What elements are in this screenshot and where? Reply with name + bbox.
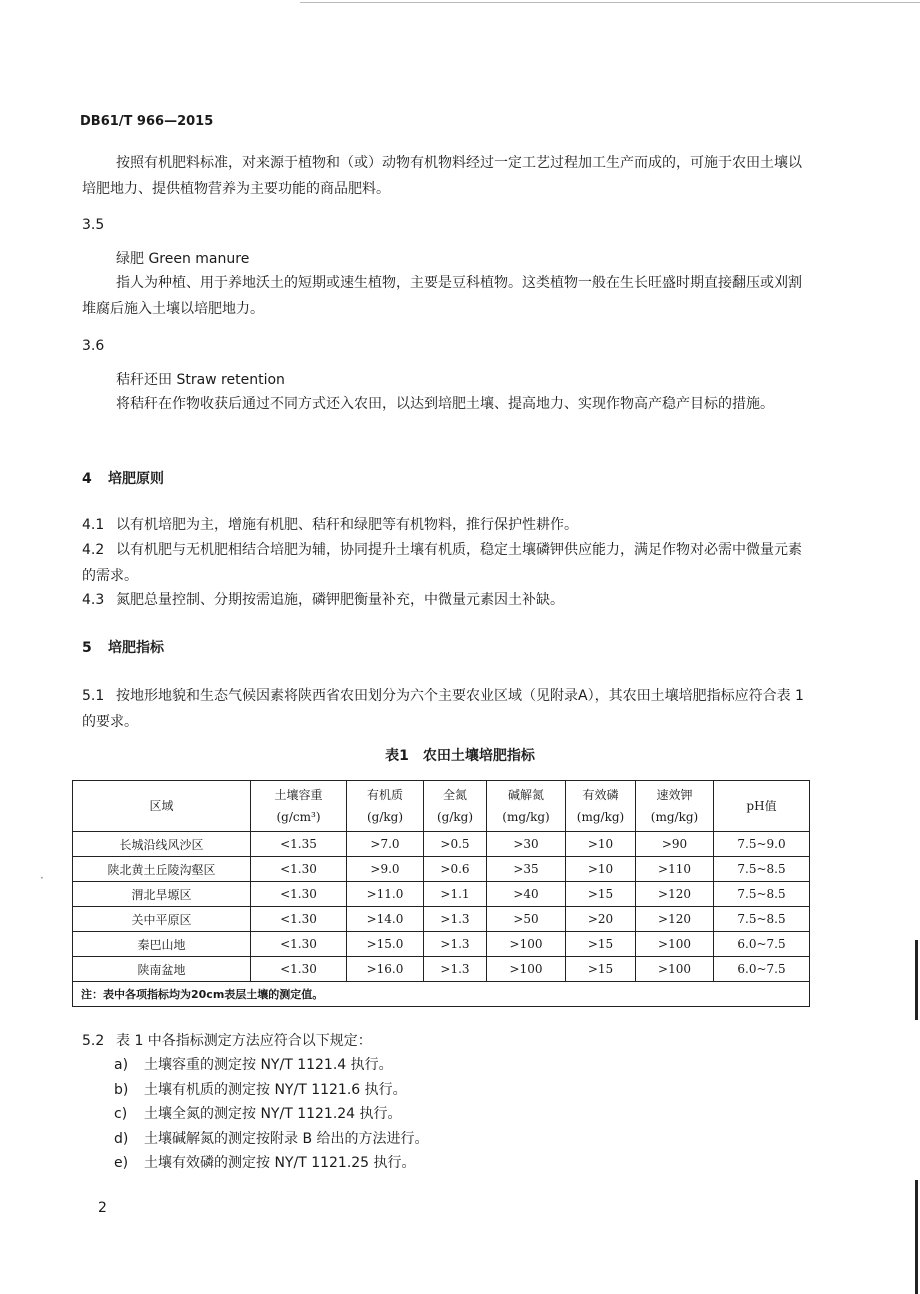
soil-fertility-table xyxy=(72,780,810,1007)
list-item-text: 土壤有机质的测定按 NY/T 1121.6 执行。 xyxy=(144,1082,407,1098)
table-cell: >35 xyxy=(487,857,566,882)
table-cell: >16.0 xyxy=(347,957,424,982)
clause-4-3-number: 4.3 xyxy=(82,592,105,608)
table-cell: >120 xyxy=(636,882,714,907)
list-item-label: d) xyxy=(114,1131,129,1147)
scan-top-rule xyxy=(300,2,920,3)
clause-5-1-number: 5.1 xyxy=(82,688,105,704)
section-4-title: 培肥原则 xyxy=(108,471,164,487)
table-cell: >1.3 xyxy=(424,957,487,982)
scan-edge-mark xyxy=(915,940,918,1020)
table-cell: >0.6 xyxy=(424,857,487,882)
section-3-6-number: 3.6 xyxy=(82,338,105,354)
definition-green-manure: 指人为种植、用于养地沃土的短期或速生植物，主要是豆科植物。这类植物一般在生长旺盛时期直接翻压或刈割堆腐后施入土壤以培肥地力。 xyxy=(82,275,802,317)
table-note-row xyxy=(73,982,810,1007)
table-cell: >100 xyxy=(487,932,566,957)
clause-4-2-text: 以有机肥与无机肥相结合培肥为辅，协同提升土壤有机质，稳定土壤磷钾供应能力，满足作物对必需中微量元素的需求。 xyxy=(82,542,802,584)
table-cell: >9.0 xyxy=(347,857,424,882)
table-cell: >15 xyxy=(566,882,636,907)
region-cell: 秦巴山地 xyxy=(73,932,251,957)
table-cell: <1.30 xyxy=(251,907,347,932)
table-cell: >0.5 xyxy=(424,832,487,857)
region-cell: 长城沿线风沙区 xyxy=(73,832,251,857)
table-cell: >10 xyxy=(566,832,636,857)
clause-4-1 xyxy=(82,515,578,535)
header-total-nitrogen xyxy=(424,781,487,832)
table-cell: >100 xyxy=(636,957,714,982)
list-item xyxy=(114,1153,416,1173)
table-cell: >50 xyxy=(487,907,566,932)
table-header-row xyxy=(73,781,810,832)
table-cell: >1.3 xyxy=(424,932,487,957)
list-item-label: a) xyxy=(114,1057,129,1073)
clause-4-1-number: 4.1 xyxy=(82,517,105,533)
clause-5-1 xyxy=(82,683,812,735)
table-cell: 7.5~8.5 xyxy=(714,882,810,907)
intro-paragraph: 按照有机肥料标准，对来源于植物和（或）动物有机物料经过一定工艺过程加工生产而成的，可施于农田土壤以培肥地力、提供植物营养为主要功能的商品肥料。 xyxy=(82,155,802,197)
list-item xyxy=(114,1055,393,1075)
table-cell: >30 xyxy=(487,832,566,857)
header-ap-label: 有效磷 xyxy=(582,788,619,802)
table-cell: 6.0~7.5 xyxy=(714,932,810,957)
header-ph: pH值 xyxy=(714,781,810,832)
table-cell: >14.0 xyxy=(347,907,424,932)
header-alkali-nitrogen xyxy=(487,781,566,832)
table-cell: >15 xyxy=(566,957,636,982)
region-cell: 渭北旱塬区 xyxy=(73,882,251,907)
table-row xyxy=(73,882,810,907)
list-item-text: 土壤有效磷的测定按 NY/T 1121.25 执行。 xyxy=(144,1155,416,1171)
header-available-phosphorus xyxy=(566,781,636,832)
definition-straw-retention: 将秸秆在作物收获后通过不同方式还入农田，以达到培肥土壤、提高地力、实现作物高产稳产目标的措施。 xyxy=(116,396,774,412)
header-ak-label: 速效钾 xyxy=(656,788,693,802)
table-cell: >100 xyxy=(487,957,566,982)
list-item xyxy=(114,1080,407,1100)
list-item-label: b) xyxy=(114,1082,129,1098)
table-cell: >1.3 xyxy=(424,907,487,932)
clause-4-1-text: 以有机培肥为主，增施有机肥、秸秆和绿肥等有机物料，推行保护性耕作。 xyxy=(116,517,578,533)
header-an-unit: (mg/kg) xyxy=(502,810,550,824)
clause-4-2-number: 4.2 xyxy=(82,542,105,558)
table-cell: <1.35 xyxy=(251,832,347,857)
header-an-label: 碱解氮 xyxy=(507,788,544,802)
section-4-heading xyxy=(82,469,164,489)
region-cell: 关中平原区 xyxy=(73,907,251,932)
header-om-unit: (g/kg) xyxy=(366,810,404,824)
header-available-potassium xyxy=(636,781,714,832)
clause-5-1-text: 按地形地貌和生态气候因素将陕西省农田划分为六个主要农业区域（见附录A），其农田土壤培肥指标应符合表 1 的要求。 xyxy=(82,688,804,730)
table-row xyxy=(73,907,810,932)
clause-5-2-number: 5.2 xyxy=(82,1033,105,1049)
table-cell: >100 xyxy=(636,932,714,957)
table-cell: <1.30 xyxy=(251,957,347,982)
table-cell: 7.5~8.5 xyxy=(714,907,810,932)
table-cell: >11.0 xyxy=(347,882,424,907)
table-cell: >90 xyxy=(636,832,714,857)
table-cell: >20 xyxy=(566,907,636,932)
header-organic-matter xyxy=(347,781,424,832)
page-number: 2 xyxy=(98,1200,107,1216)
list-item-text: 土壤全氮的测定按 NY/T 1121.24 执行。 xyxy=(144,1106,402,1122)
section-4-number: 4 xyxy=(82,471,92,487)
term-green-manure: 绿肥 Green manure xyxy=(116,251,250,267)
table-note: 注：表中各项指标均为20cm表层土壤的测定值。 xyxy=(73,982,810,1007)
section-3-5-number: 3.5 xyxy=(82,217,105,233)
header-om-label: 有机质 xyxy=(366,788,403,802)
table-cell: 7.5~9.0 xyxy=(714,832,810,857)
table-cell: >15 xyxy=(566,932,636,957)
header-bulk-unit: (g/cm³) xyxy=(276,810,321,824)
scan-dot: · xyxy=(40,871,44,885)
header-tn-label: 全氮 xyxy=(442,788,467,802)
header-bulk-density xyxy=(251,781,347,832)
table-cell: >10 xyxy=(566,857,636,882)
list-item-label: c) xyxy=(114,1106,128,1122)
list-item-text: 土壤容重的测定按 NY/T 1121.4 执行。 xyxy=(144,1057,393,1073)
table-cell: >120 xyxy=(636,907,714,932)
table-cell: >7.0 xyxy=(347,832,424,857)
clause-5-2 xyxy=(82,1031,372,1051)
table-cell: >15.0 xyxy=(347,932,424,957)
table-row xyxy=(73,932,810,957)
list-item-text: 土壤碱解氮的测定按附录 B 给出的方法进行。 xyxy=(144,1131,429,1147)
clause-4-3 xyxy=(82,590,564,610)
standard-code: DB61/T 966—2015 xyxy=(80,114,214,129)
table-cell: >110 xyxy=(636,857,714,882)
section-5-title: 培肥指标 xyxy=(108,640,164,656)
table-cell: >1.1 xyxy=(424,882,487,907)
table-caption: 表1 农田土壤培肥指标 xyxy=(385,748,535,764)
header-ap-unit: (mg/kg) xyxy=(576,810,625,824)
region-cell: 陕北黄土丘陵沟壑区 xyxy=(73,857,251,882)
table-row xyxy=(73,857,810,882)
table-cell: <1.30 xyxy=(251,882,347,907)
region-cell: 陕南盆地 xyxy=(73,957,251,982)
table-cell: <1.30 xyxy=(251,857,347,882)
header-tn-unit: (g/kg) xyxy=(436,810,474,824)
header-region: 区域 xyxy=(73,781,251,832)
table-cell: <1.30 xyxy=(251,932,347,957)
section-5-number: 5 xyxy=(82,640,92,656)
clause-5-2-text: 表 1 中各指标测定方法应符合以下规定： xyxy=(116,1033,372,1049)
list-item-label: e) xyxy=(114,1155,129,1171)
clause-4-2 xyxy=(82,537,812,589)
table-cell: >40 xyxy=(487,882,566,907)
list-item xyxy=(114,1104,402,1124)
table-cell: 7.5~8.5 xyxy=(714,857,810,882)
table-row xyxy=(73,957,810,982)
scan-edge-mark xyxy=(915,1180,918,1294)
table-row xyxy=(73,832,810,857)
header-bulk-label: 土壤容重 xyxy=(274,788,323,802)
section-5-heading xyxy=(82,638,164,658)
list-item xyxy=(114,1129,429,1149)
header-ak-unit: (mg/kg) xyxy=(650,810,699,824)
table-cell: 6.0~7.5 xyxy=(714,957,810,982)
clause-4-3-text: 氮肥总量控制、分期按需追施，磷钾肥衡量补充，中微量元素因土补缺。 xyxy=(116,592,564,608)
term-straw-retention: 秸秆还田 Straw retention xyxy=(116,372,285,388)
